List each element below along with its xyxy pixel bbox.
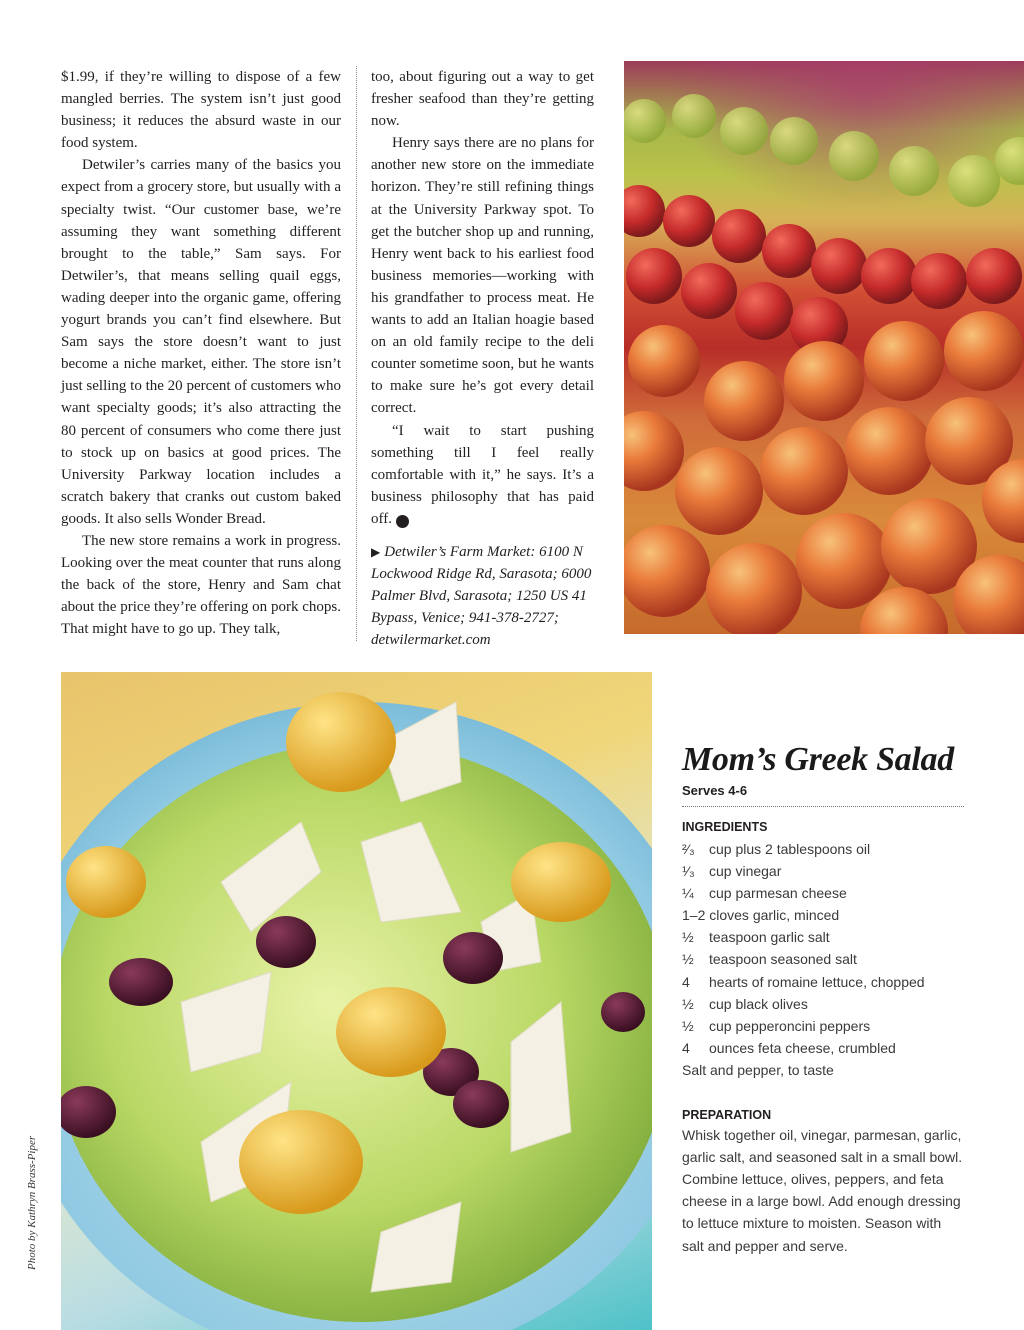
ingredient-item [682,993,964,1015]
ingredient-text: hearts of romaine lettuce, chopped [709,973,925,990]
ingredient-item [682,948,964,970]
store-info-text[interactable]: Detwiler’s Farm Market: 6100 N Lockwood Ridge Rd, Sarasota; 6000 Palmer Blvd, Sarasota; 1250 US 41 Bypass, Venice; 941-378-2727; detwilermarket.com [371,543,592,649]
preparation-text: Whisk together oil, vinegar, parmesan, garlic, garlic salt, and seasoned salt in a small bowl. Combine lettuce, olives, peppers, and feta cheese in a large bowl. Add enough dressing to lettuce mixture to moisten. Season with salt and pepper and serve. [682,1127,963,1254]
ingredient-qty: ½ [682,951,694,968]
ingredient-qty: ½ [682,929,694,946]
article-column-2 [371,66,594,651]
ingredient-qty: ²⁄₃ [682,841,695,857]
article-paragraph: Henry says there are no plans for another new store on the immediate horizon. They’re still refining things at the University Parkway spot. To get the butcher shop up and running, Henry went back to his earliest food business memories—working with his grandfather to process meat. He wants to add an Italian hoagie based on an old family recipe to the deli counter sometime soon, but he wants to make sure he’s got every detail correct. [371,135,594,417]
ingredient-item [682,838,964,860]
ingredient-item [682,1037,964,1059]
recipe-title: Mom’s Greek Salad [682,741,954,778]
ingredient-qty: 4 [682,1039,690,1056]
recipe [682,740,964,1257]
ingredient-text: teaspoon garlic salt [709,929,830,946]
ingredient-text: cup plus 2 tablespoons oil [709,841,871,857]
final-paragraph-text: “I wait to start pushing something till I feel really comfortable with it,” he says. It’s a business philosophy that has paid off. [371,422,594,527]
ingredient-qty: ½ [682,995,694,1012]
article-paragraph-final [371,420,594,530]
ingredient-text: cup black olives [709,995,808,1012]
ingredient-text: cup vinegar [709,863,782,880]
end-mark-icon: C [396,515,409,528]
ingredients-list [682,838,964,1081]
ingredients-heading: INGREDIENTS [682,820,768,834]
ingredient-item [682,860,964,882]
greek-salad-photo [61,672,652,1330]
recipe-divider [682,806,964,807]
ingredient-qty: ¹⁄₃ [682,863,695,880]
ingredient-text: teaspoon seasoned salt [709,951,857,968]
store-info [371,541,594,651]
ingredient-text: cup parmesan cheese [709,885,847,902]
article-paragraph: $1.99, if they’re willing to dispose of a few mangled berries. The system isn’t just good business; it reduces the absurd waste in our food system. [61,69,341,152]
ingredient-qty: ¼ [682,885,694,902]
ingredient-item [682,971,964,993]
ingredient-qty: 4 [682,973,690,990]
ingredient-text: Salt and pepper, to taste [682,1061,834,1078]
ingredient-item [682,904,964,926]
peaches-photo [624,61,1024,634]
ingredient-text: 1–2 cloves garlic, minced [682,907,840,924]
ingredient-item [682,1015,964,1037]
recipe-serves: Serves 4-6 [682,783,748,798]
article-paragraph: The new store remains a work in progress. Looking over the meat counter that runs along the back of the store, Henry and Sam chat about the price they’re offering on pork chops. That might have to go up. They talk, [61,532,341,638]
article-paragraph: too, about figuring out a way to get fresher seafood than they’re getting now. [371,69,594,130]
photo-credit: Photo by Kathryn Brass-Piper [26,1135,38,1270]
ingredient-qty: ½ [682,1017,694,1034]
ingredient-item [682,882,964,904]
triangle-marker-icon: ▶ [371,544,381,559]
column-divider [356,66,357,641]
article-paragraph: Detwiler’s carries many of the basics you expect from a grocery store, but usually with a specialty twist. “Our customer base, we’re assuming they want something different brought to the table,” Sam says. For Detwiler’s, that means selling quail eggs, wading deeper into the organic game, offering yogurt brands you can’t find elsewhere. But Sam says the store doesn’t want to just become a niche market, either. The store isn’t just selling to the 20 percent of customers who want specialty goods; it’s also attracting the 80 percent of consumers who come there just to stock up on basics at good prices. The University Parkway location includes a scratch bakery that cranks out custom baked goods. It also sells Wonder Bread. [61,157,341,527]
salad-illustration [61,672,652,1330]
article-column-1 [61,66,341,640]
preparation-heading: PREPARATION [682,1108,772,1123]
ingredient-item [682,926,964,948]
ingredient-item [682,1059,964,1081]
peaches-illustration [624,61,1024,634]
ingredient-text: ounces feta cheese, crumbled [709,1039,896,1056]
ingredient-text: cup pepperoncini peppers [709,1017,871,1034]
